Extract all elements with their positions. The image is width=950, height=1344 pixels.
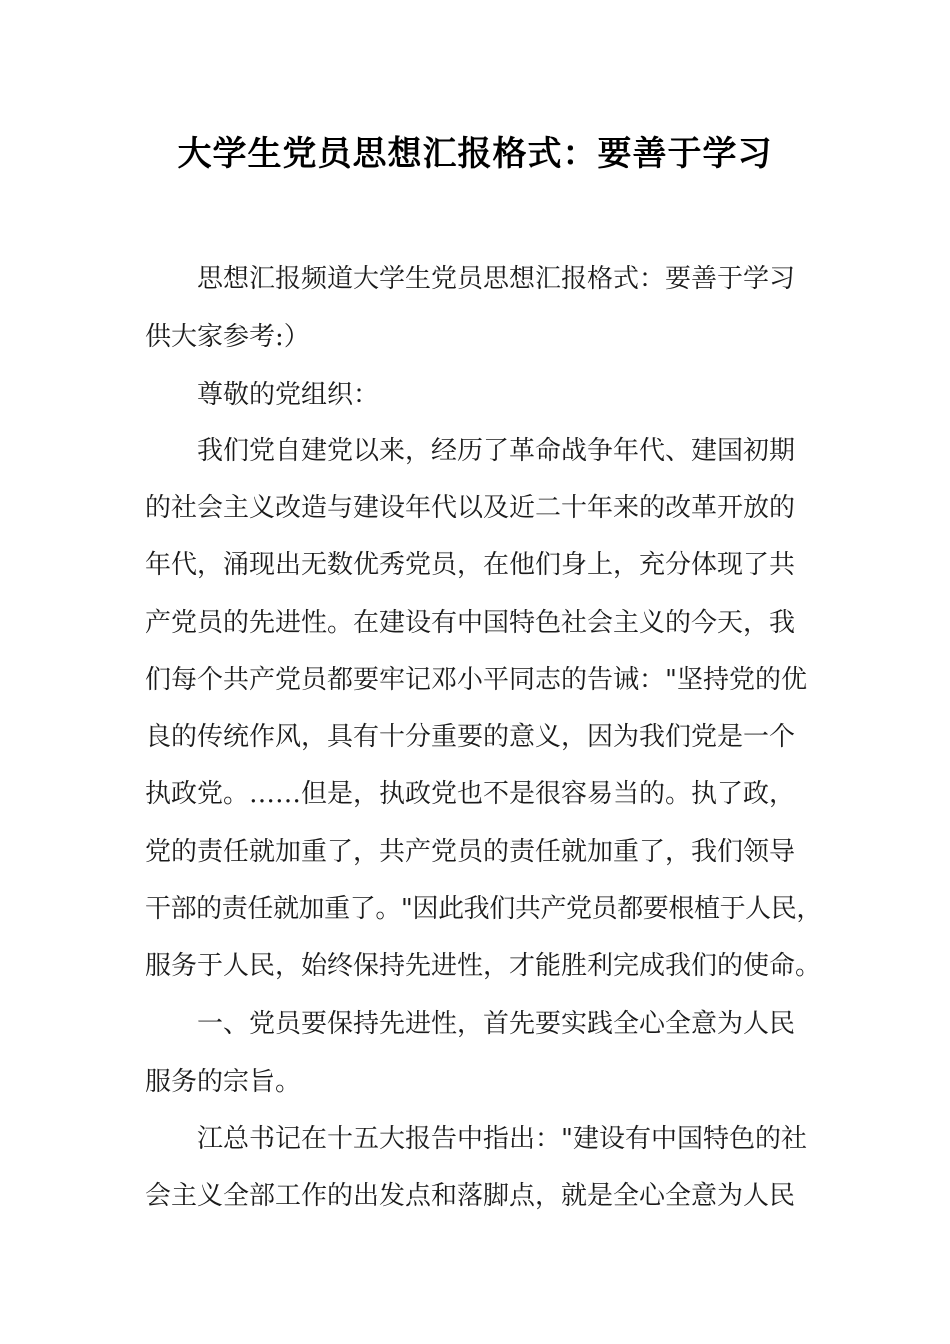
text-line: 服务的宗旨。: [145, 1067, 302, 1097]
text-line: 一、党员要保持先进性，首先要实践全心全意为人民: [197, 1009, 796, 1039]
text-line: 尊敬的党组织：: [197, 380, 380, 410]
text-line: 良的传统作风，具有十分重要的意义，因为我们党是一个: [145, 722, 796, 752]
text-line: 的社会主义改造与建设年代以及近二十年来的改革开放的: [145, 493, 796, 523]
text-line: 供大家参考:）: [145, 322, 310, 352]
text-line: 我们党自建党以来，经历了革命战争年代、建国初期: [197, 436, 796, 466]
text-line: 党的责任就加重了，共产党员的责任就加重了，我们领导: [145, 837, 796, 867]
text-line: 会主义全部工作的出发点和落脚点，就是全心全意为人民: [145, 1181, 796, 1211]
document-title: 大学生党员思想汇报格式：要善于学习: [177, 134, 773, 174]
text-line: 江总书记在十五大报告中指出："建设有中国特色的社: [197, 1124, 807, 1154]
text-line: 们每个共产党员都要牢记邓小平同志的告诫："坚持党的优: [145, 665, 807, 695]
text-line: 服务于人民，始终保持先进性，才能胜利完成我们的使命。: [145, 951, 822, 981]
text-line: 执政党。……但是，执政党也不是很容易当的。执了政，: [145, 779, 796, 809]
text-line: 干部的责任就加重了。"因此我们共产党员都要根植于人民，: [145, 894, 822, 924]
text-line: 思想汇报频道大学生党员思想汇报格式：要善于学习: [197, 264, 796, 294]
text-line: 年代，涌现出无数优秀党员，在他们身上，充分体现了共: [145, 550, 796, 580]
text-line: 产党员的先进性。在建设有中国特色社会主义的今天，我: [145, 608, 796, 638]
